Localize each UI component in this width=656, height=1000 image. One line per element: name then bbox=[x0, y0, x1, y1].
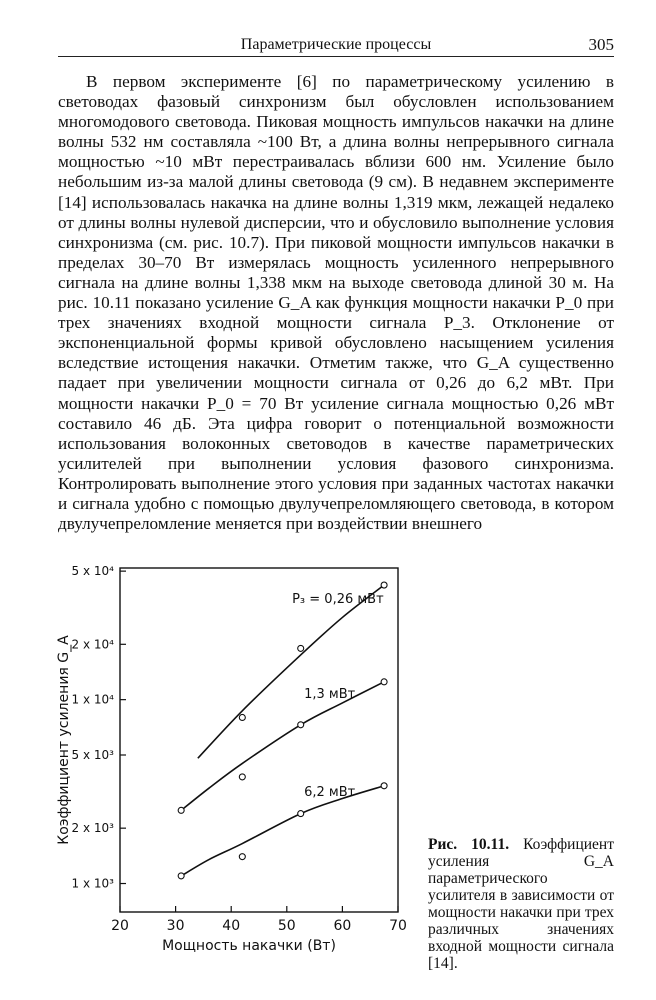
main-text bbox=[58, 72, 614, 534]
x-axis-label: Мощность накачки (Вт) bbox=[162, 938, 336, 954]
x-tick-label: 60 bbox=[333, 918, 352, 934]
x-tick-label: 20 bbox=[111, 918, 129, 934]
data-point bbox=[381, 783, 387, 789]
y-tick-label: 2 x 10⁴ bbox=[71, 637, 114, 652]
header-title: Параметрические процессы bbox=[240, 36, 432, 53]
series-curve-1 bbox=[198, 585, 384, 758]
data-point bbox=[239, 774, 245, 780]
data-point bbox=[178, 873, 184, 879]
y-axis-label: Коэффициент усиления G_A bbox=[56, 635, 72, 845]
y-tick-label: 1 x 10³ bbox=[71, 876, 114, 891]
data-point bbox=[178, 807, 184, 813]
body-paragraph: В первом эксперименте [6] по параметрическому усилению в световодах фазовый синхронизм был обусловлен использованием многомодового световода. Пиковая мощность импульсов накачки на длине волны 532 нм составляла ~100 Вт, а длина волны непрерывного сигнала мощностью ~10 мВт перестраивалась вблизи 600 нм. Усиление было небольшим из-за малой длины световода (9 см). В недавнем эксперименте [14] использовалась накачка на длине волны 1,319 мкм, лежащей недалеко от длины волны нулевой дисперсии, что и обусловило выполнение условия синхронизма (см. рис. 10.7). При пиковой мощности импульсов накачки в пределах 30–70 Вт измерялась мощность усиленного непрерывного сигнала на длине волны 1,338 мкм на выходе световода длиной 30 м. На рис. 10.11 показано усиление G_A как функция мощности накачки P_0 при трех значениях входной мощности сигнала P_3. Отклонение от экспоненциальной формы кривой обусловлено насыщением усиления вследствие истощения накачки. Отметим также, что G_A существенно падает при увеличении мощности сигнала от 0,26 до 6,2 мВт. При мощности накачки P_0 = 70 Вт усиление сигнала мощностью 0,26 мВт составило 46 дБ. Эта цифра говорит о потенциальной возможности использования волоконных световодов в качестве параметрических усилителей при выполнении условия фазового синхронизма. Контролировать выполнение этого условия при заданных частотах накачки и сигнала удобно с помощью двулучепреломляющего световода, в котором двулучепреломление меняется при воздействии внешнего bbox=[58, 72, 614, 534]
page-number: 305 bbox=[588, 35, 614, 54]
x-tick-label: 40 bbox=[222, 918, 241, 934]
y-tick-label: 5 x 10³ bbox=[71, 748, 114, 763]
data-point bbox=[381, 679, 387, 685]
series-label-1: P₃ = 0,26 мВт bbox=[292, 592, 384, 608]
y-tick-label: 5 x 10⁴ bbox=[71, 564, 114, 579]
figure-10-11-chart bbox=[48, 560, 418, 960]
caption-label: Рис. 10.11. bbox=[428, 836, 510, 853]
x-tick-label: 50 bbox=[277, 918, 296, 934]
y-tick-label: 1 x 10⁴ bbox=[71, 692, 114, 707]
data-point bbox=[239, 714, 245, 720]
y-tick-label: 2 x 10³ bbox=[71, 821, 114, 836]
caption-text: Коэффициент усиления G_A параметрического усилителя в зависимости от мощности накачки при трех различных значениях входной мощности сигнала [14]. bbox=[428, 836, 614, 972]
series-label-2: 1,3 мВт bbox=[304, 686, 356, 702]
x-tick-label: 30 bbox=[166, 918, 185, 934]
running-header bbox=[58, 34, 614, 57]
data-point bbox=[298, 722, 304, 728]
data-point bbox=[298, 645, 304, 651]
plot-frame bbox=[120, 568, 398, 912]
data-point bbox=[298, 811, 304, 817]
series-label-3: 6,2 мВт bbox=[304, 784, 356, 800]
figure-caption bbox=[428, 836, 614, 972]
x-tick-label: 70 bbox=[389, 918, 407, 934]
gain-chart bbox=[48, 560, 418, 960]
data-point bbox=[239, 854, 245, 860]
data-point bbox=[381, 582, 387, 588]
